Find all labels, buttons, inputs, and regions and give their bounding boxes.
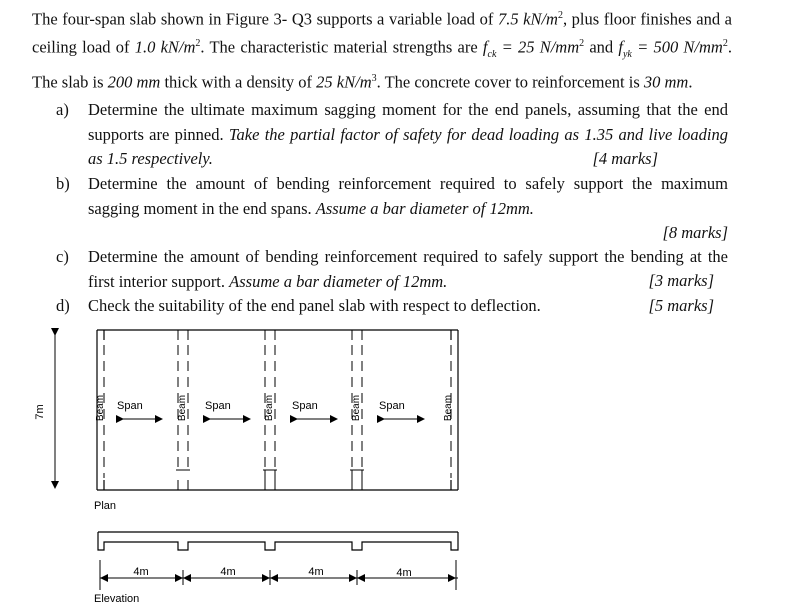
span-label: Span bbox=[117, 400, 143, 412]
marks-label: [5 marks] bbox=[648, 296, 714, 315]
question-label: c) bbox=[56, 247, 69, 266]
elevation-dimensions bbox=[100, 560, 458, 590]
marks-label: [8 marks] bbox=[662, 223, 728, 242]
span-length-label: 4m bbox=[220, 566, 236, 578]
span-length-label: 4m bbox=[308, 566, 324, 578]
span-length-label: 4m bbox=[396, 567, 412, 579]
height-dimension bbox=[34, 335, 55, 488]
beam-label: Beam bbox=[351, 394, 362, 422]
span-label: Span bbox=[205, 400, 231, 412]
question-italic: Take the partial factor of safety for dead loading as 1.35 and live loading as 1.5 respectively. bbox=[88, 124, 728, 168]
marks-label: [3 marks] bbox=[648, 271, 714, 290]
elevation-label: Elevation bbox=[94, 593, 140, 605]
span-length-label: 4m bbox=[133, 566, 149, 578]
question-text: Check the suitability of the end panel slab with respect to deflection. bbox=[88, 296, 541, 315]
question-label: a) bbox=[56, 100, 69, 119]
question-text: Determine the amount of bending reinforcement required to safely support the bending at the first interior support. bbox=[88, 247, 728, 291]
beam-label: Beam bbox=[95, 394, 106, 422]
beam-label: Beam bbox=[177, 394, 188, 422]
question-italic: Assume a bar diameter of 12mm. bbox=[229, 271, 448, 291]
height-label: 7m bbox=[34, 404, 46, 420]
span-label: Span bbox=[379, 400, 405, 412]
question-label: d) bbox=[56, 296, 70, 315]
question-italic: Assume a bar diameter of 12mm. bbox=[315, 198, 534, 218]
plan-label: Plan bbox=[94, 500, 117, 512]
beam-label: Beam bbox=[443, 394, 454, 422]
elevation-outline bbox=[98, 532, 458, 550]
beam-label: Beam bbox=[264, 394, 275, 422]
marks-label: [4 marks] bbox=[592, 149, 658, 168]
question-label: b) bbox=[56, 174, 70, 193]
question-text: Determine the ultimate maximum sagging moment for the end panels, assuming that the end supports are pinned. bbox=[88, 100, 728, 144]
span-label: Span bbox=[292, 400, 318, 412]
question-text: Determine the amount of bending reinforcement required to safely support the maximum sagging moment in the end spans. bbox=[88, 174, 728, 218]
problem-statement: The four-span slab shown in Figure 3- Q3 supports a variable load of 7.5 $kN/m^2$, plus floor finishes and a ceiling load of 1.0 $kN/m^2$. The characteristic material strengths are $f_{ck} = 25$ $N/mm^2$ and $f_{yk} = 500$ $N/mm^2$. The slab is 200 mm thick with a density of 25 $kN/m^3$. The concrete cover to reinforcement is 30 mm. bbox=[32, 9, 732, 92]
